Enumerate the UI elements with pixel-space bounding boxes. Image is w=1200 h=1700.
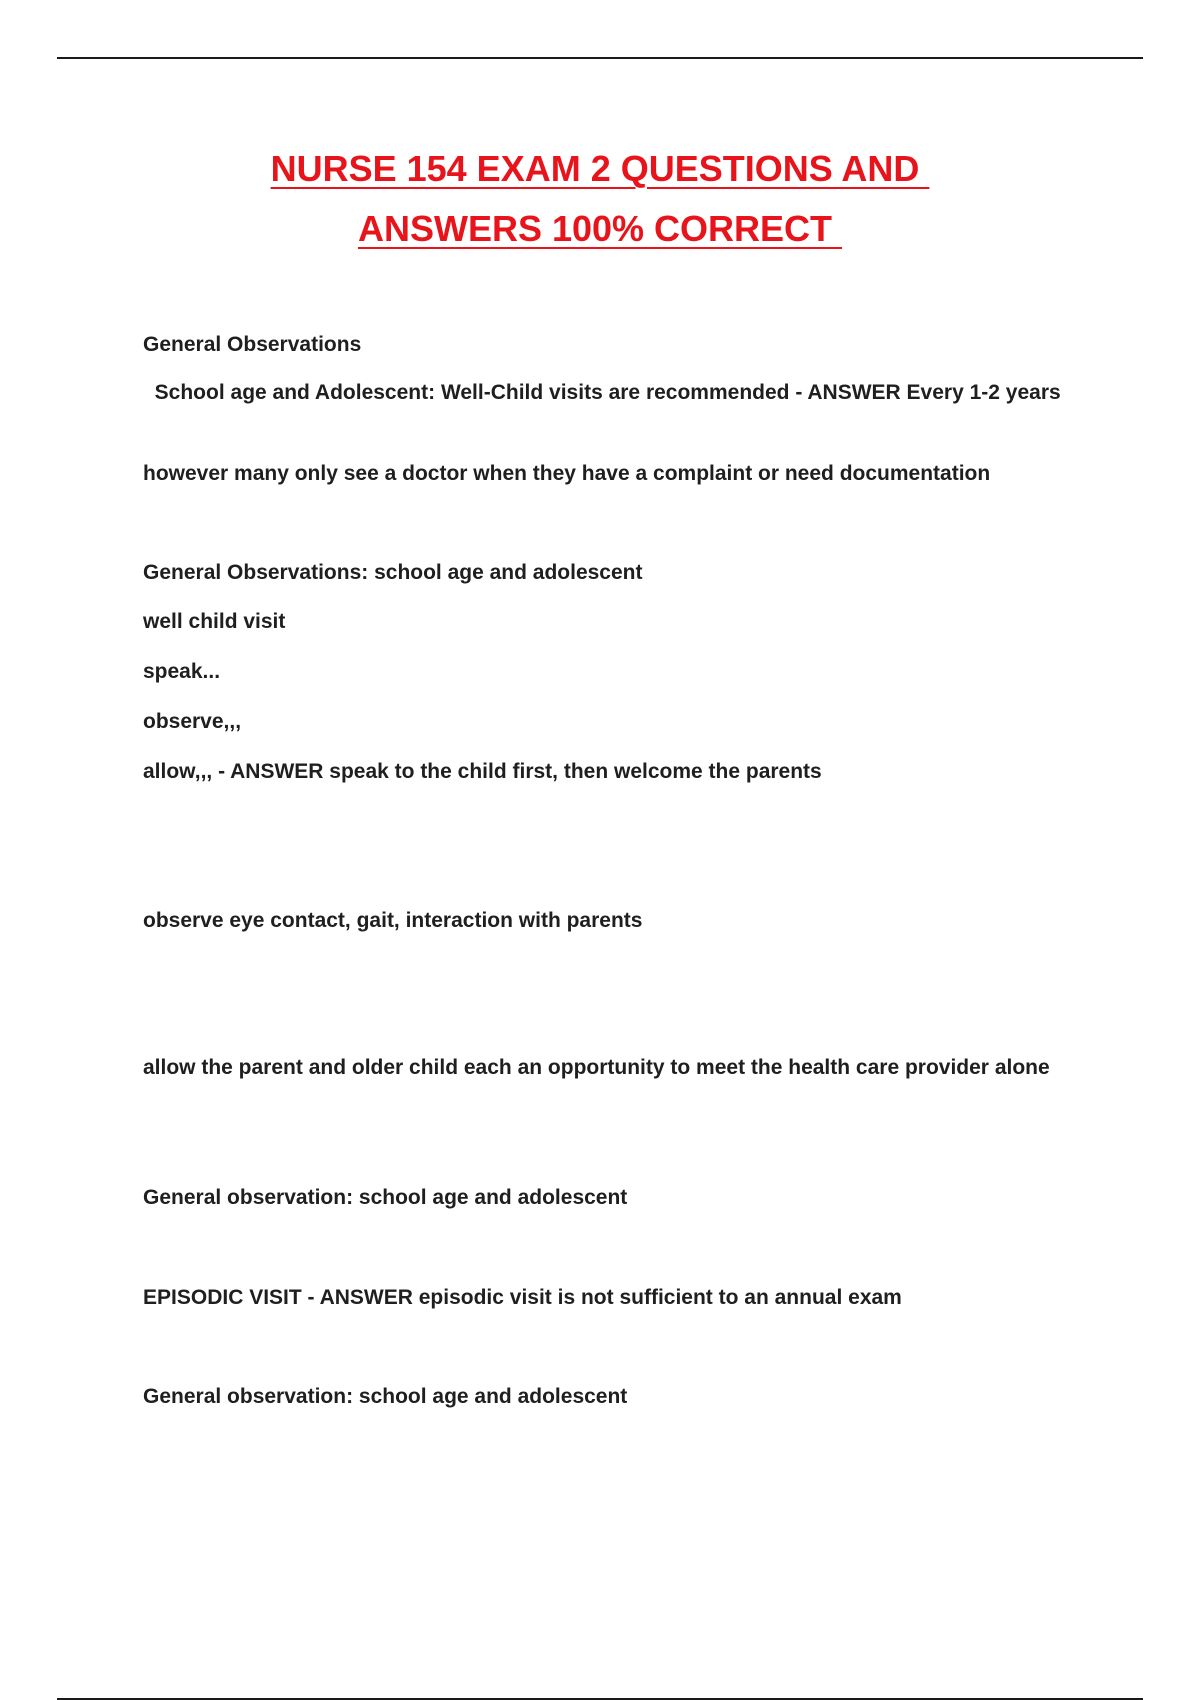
question-line: speak... [143, 660, 221, 683]
title-text-2: ANSWERS 100% CORRECT [357, 208, 843, 249]
answer-line: allow the parent and older child each an opportunity to meet the health care provider alone [143, 1056, 1050, 1079]
question-answer: School age and Adolescent: Well-Child visits are recommended - ANSWER Every 1-2 years [143, 381, 1061, 404]
question-line: observe,,, [143, 710, 242, 733]
top-divider [57, 57, 1143, 59]
question-answer: allow,,, - ANSWER speak to the child first, then welcome the parents [143, 760, 822, 783]
section-heading: General Observations: school age and adolescent [143, 561, 643, 584]
document-title-line-2 [0, 199, 1200, 259]
section-heading: General Observations [143, 333, 362, 356]
question-answer: EPISODIC VISIT - ANSWER episodic visit is not sufficient to an annual exam [143, 1286, 902, 1309]
answer-line: observe eye contact, gait, interaction with parents [143, 909, 643, 932]
section-heading: General observation: school age and adolescent [143, 1385, 628, 1408]
answer-note: however many only see a doctor when they have a complaint or need documentation [143, 462, 991, 485]
section-heading: General observation: school age and adolescent [143, 1186, 628, 1209]
document-title-line-1 [0, 139, 1200, 199]
question-line: well child visit [143, 610, 286, 633]
title-text-1: NURSE 154 EXAM 2 QUESTIONS AND [270, 148, 930, 189]
